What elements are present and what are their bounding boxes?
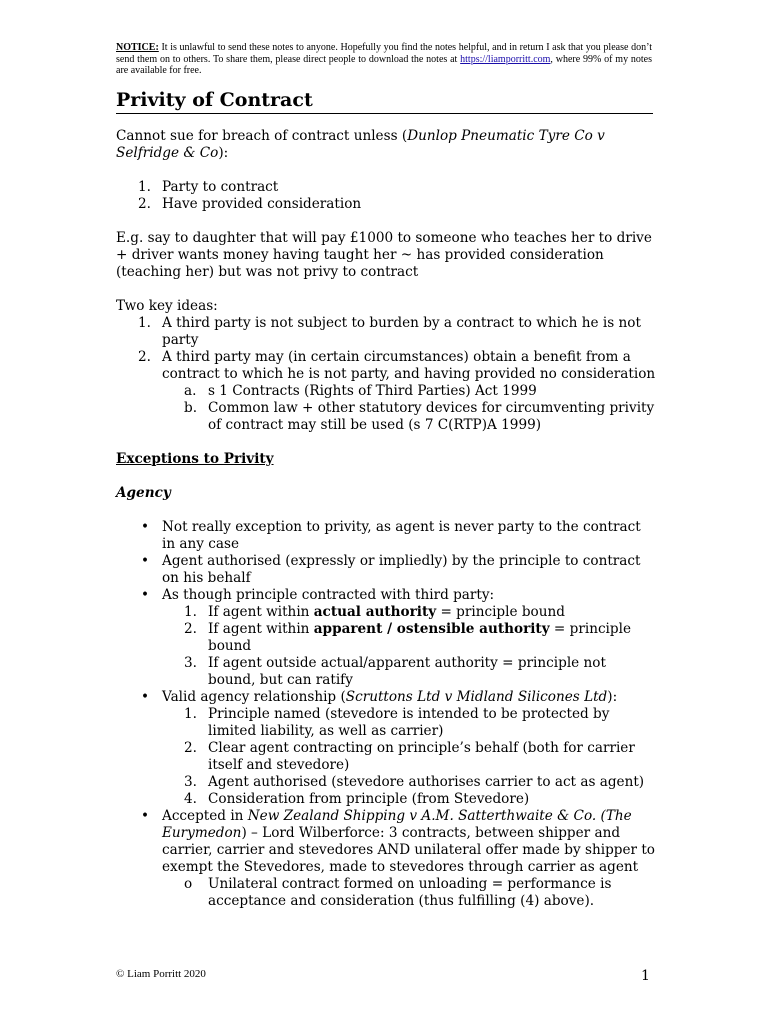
list-marker: 1. (184, 604, 197, 620)
list-marker: a. (184, 383, 197, 399)
bullet-icon: • (141, 689, 150, 705)
list-marker: 1. (138, 179, 151, 195)
notice-label: NOTICE: (116, 42, 159, 53)
list-item (116, 706, 656, 740)
notice-text-end: , where 99% of my notes are available for free. (116, 53, 652, 76)
document-body (116, 128, 656, 910)
list-item (116, 553, 656, 587)
list-marker: b. (184, 400, 198, 416)
list-item-text: ): (607, 689, 618, 705)
list-item-text: A third party is not subject to burden by a contract to which he is not party (162, 315, 641, 348)
list-marker: 3. (184, 655, 197, 671)
list-item-text: If agent outside actual/apparent authority = principle not bound, but can ratify (208, 655, 606, 688)
list-marker: 3. (184, 774, 197, 790)
case-name: Scruttons Ltd v Midland Silicones Ltd (345, 689, 608, 705)
list-item (116, 740, 656, 774)
page-number: 1 (641, 968, 650, 984)
list-item (116, 519, 656, 553)
agency-list (116, 519, 656, 910)
subsection-heading: Agency (116, 485, 171, 501)
key-ideas-heading: Two key ideas: (116, 298, 218, 314)
list-marker: 1. (138, 315, 151, 331)
list-item (116, 400, 656, 434)
list-item (116, 621, 656, 655)
notes-link[interactable]: https://liamporritt.com (460, 53, 551, 65)
list-item (116, 196, 656, 213)
key-ideas-list (116, 315, 656, 434)
list-item-text: If agent within (208, 621, 314, 637)
list-item (116, 604, 656, 621)
list-item-text: Consideration from principle (from Stevedore) (208, 791, 530, 807)
bullet-icon: • (141, 808, 150, 824)
bold-term: apparent / ostensible authority (313, 621, 550, 637)
list-item (116, 349, 656, 383)
list-item (116, 876, 656, 910)
list-marker: 2. (138, 349, 151, 365)
list-item-text: = principle bound (436, 604, 565, 620)
list-item-text: Clear agent contracting on principle’s behalf (both for carrier itself and stevedore) (208, 740, 635, 773)
list-item-text: A third party may (in certain circumstances) obtain a benefit from a contract to which he is not party, and having provided no consideration (162, 349, 656, 382)
list-item-text: Agent authorised (expressly or impliedly) by the principle to contract on his behalf (162, 553, 641, 586)
notice-text: It is unlawful to send these notes to anyone. Hopefully you find the notes helpful, and in return I ask that you please don’t send them on to others. To share them, please direct people to download the notes at (116, 42, 652, 65)
bullet-icon: • (141, 519, 150, 535)
list-item (116, 315, 656, 349)
list-item (116, 587, 656, 604)
list-marker: 2. (184, 740, 197, 756)
list-marker: 4. (184, 791, 197, 807)
list-item (116, 383, 656, 400)
list-item-text: Principle named (stevedore is intended to be protected by limited liability, as well as carrier) (208, 706, 610, 739)
list-item (116, 774, 656, 791)
example-paragraph: E.g. say to daughter that will pay £1000 to someone who teaches her to drive + driver wants money having taught her ~ has provided consideration (teaching her) but was not privy to contract (116, 230, 652, 280)
list-item-text: Unilateral contract formed on unloading = performance is acceptance and consideration (thus fulfilling (4) above). (208, 876, 612, 909)
case-name: Dunlop Pneumatic Tyre Co v Selfridge & Co (116, 128, 605, 161)
list-item-text: s 1 Contracts (Rights of Third Parties) Act 1999 (208, 383, 537, 399)
bold-term: actual authority (313, 604, 437, 620)
list-item-text: Accepted in (162, 808, 248, 824)
list-item (116, 179, 656, 196)
list-item-text: Not really exception to privity, as agent is never party to the contract in any case (162, 519, 641, 552)
case-name: New Zealand Shipping v A.M. Satterthwaite & Co. (The Eurymedon (162, 808, 632, 841)
list-item-text: Valid agency relationship ( (162, 689, 346, 705)
section-heading: Exceptions to Privity (116, 451, 274, 467)
list-item-text: ) – Lord Wilberforce: 3 contracts, between shipper and carrier, carrier and stevedores AND unilateral offer made by shipper to exempt the Stevedores, made to stevedores through carrier as agent (162, 825, 655, 875)
list-item (116, 689, 656, 706)
list-item (116, 791, 656, 808)
list-item-text: Agent authorised (stevedore authorises carrier to act as agent) (208, 774, 645, 790)
intro-paragraph (116, 128, 656, 162)
footer-copyright: © Liam Porritt 2020 (116, 968, 206, 980)
list-item-text: As though principle contracted with third party: (162, 587, 495, 603)
notice-banner (116, 42, 652, 77)
intro-text: Cannot sue for breach of contract unless ( (116, 128, 408, 144)
requirements-list (116, 179, 656, 213)
list-item-text: = principle bound (208, 621, 631, 654)
list-item-text: If agent within (208, 604, 314, 620)
list-item (116, 655, 656, 689)
list-item (116, 808, 656, 876)
list-marker: 2. (138, 196, 151, 212)
circle-bullet-icon: o (184, 876, 193, 892)
list-item-text: Have provided consideration (162, 196, 362, 212)
bullet-icon: • (141, 587, 150, 603)
bullet-icon: • (141, 553, 150, 569)
list-marker: 2. (184, 621, 197, 637)
list-item-text: Common law + other statutory devices for circumventing privity of contract may still be used (s 7 C(RTP)A 1999) (208, 400, 655, 433)
page-title: Privity of Contract (116, 88, 653, 114)
list-marker: 1. (184, 706, 197, 722)
list-item-text: Party to contract (162, 179, 279, 195)
intro-text-end: ): (218, 145, 229, 161)
